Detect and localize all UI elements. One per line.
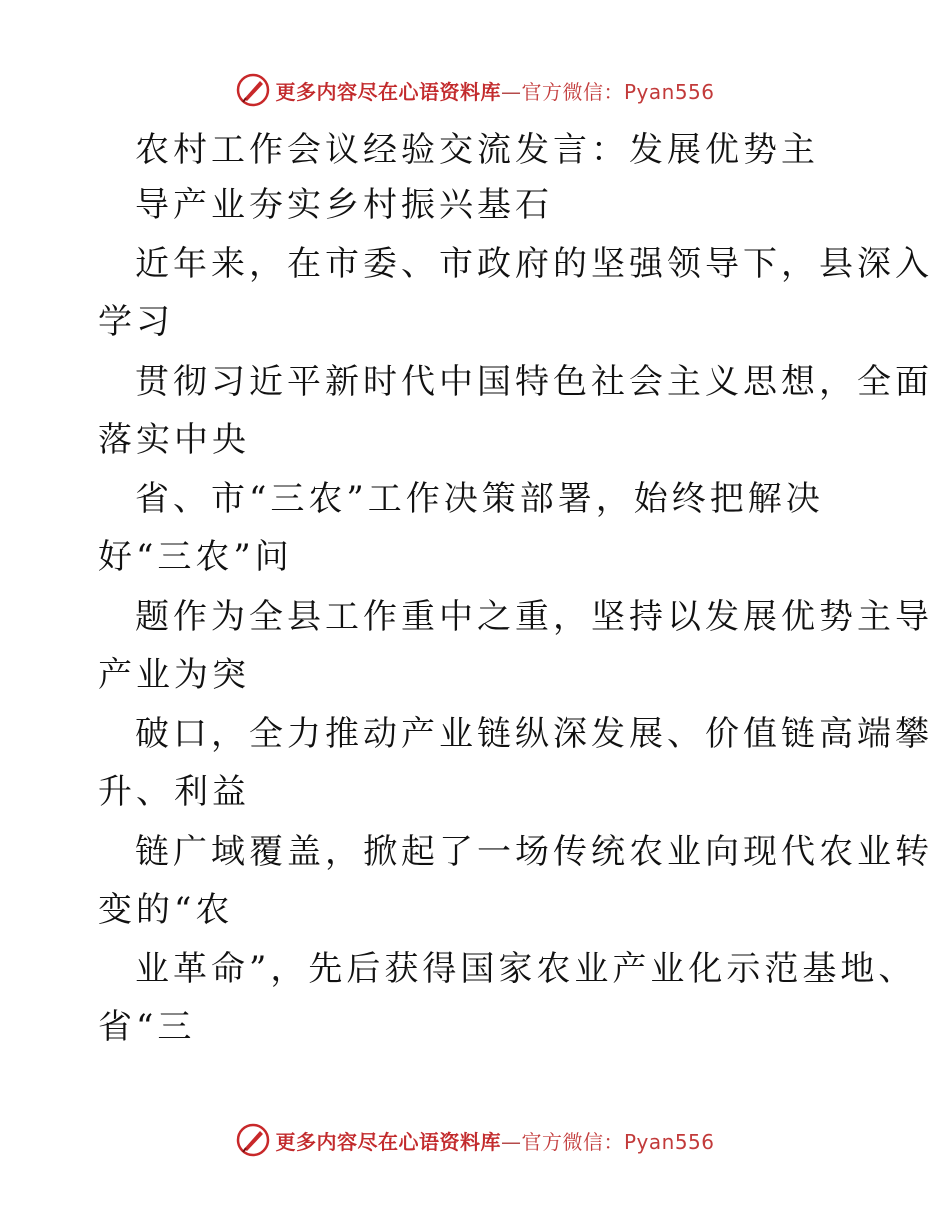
watermark-brand: 更多内容尽在心语资料库	[275, 1129, 501, 1154]
document-line: 贯彻习近平新时代中国特色社会主义思想，全面	[135, 362, 933, 402]
footer-watermark	[0, 1118, 950, 1162]
document-line: 近年来，在市委、市政府的坚强领导下，县深入	[135, 244, 933, 284]
document-line: 升、利益	[98, 772, 250, 812]
watermark-text	[275, 76, 714, 105]
document-line: 省“三	[98, 1007, 196, 1047]
document-line: 学习	[98, 302, 174, 342]
watermark-separator: —	[500, 1129, 522, 1154]
document-line: 业革命”，先后获得国家农业产业化示范基地、	[135, 949, 917, 989]
document-line: 链广域覆盖，掀起了一场传统农业向现代农业转	[135, 832, 933, 872]
document-line: 省、市“三农”工作决策部署，始终把解决	[135, 479, 824, 519]
watermark-separator: —	[500, 79, 522, 104]
quill-logo-icon	[235, 1122, 271, 1158]
document-line: 导产业夯实乡村振兴基石	[135, 185, 553, 225]
watermark-wechat-id: Pyan556	[623, 79, 715, 104]
watermark-wechat-label: 官方微信：	[521, 79, 624, 104]
quill-logo-icon	[235, 72, 271, 108]
watermark-text	[275, 1126, 714, 1155]
document-line: 产业为突	[98, 655, 250, 695]
document-line: 变的“农	[98, 890, 234, 930]
watermark-brand: 更多内容尽在心语资料库	[275, 79, 501, 104]
watermark-wechat-label: 官方微信：	[521, 1129, 624, 1154]
document-line: 好“三农”问	[98, 537, 293, 577]
watermark-wechat-id: Pyan556	[623, 1129, 715, 1154]
document-line: 落实中央	[98, 420, 250, 460]
document-line: 题作为全县工作重中之重，坚持以发展优势主导	[135, 597, 933, 637]
document-line: 农村工作会议经验交流发言：发展优势主	[135, 130, 819, 170]
header-watermark	[0, 68, 950, 112]
document-line: 破口，全力推动产业链纵深发展、价值链高端攀	[135, 714, 933, 754]
